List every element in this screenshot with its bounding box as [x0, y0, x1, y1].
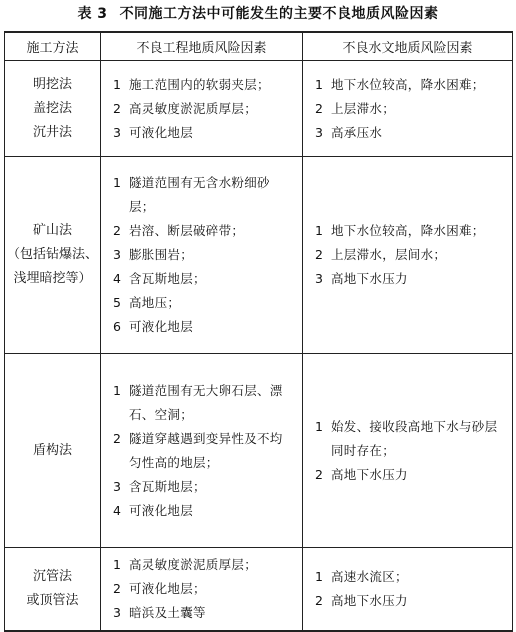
engineering-cell — [101, 157, 303, 354]
item-number: 4 — [113, 502, 121, 518]
hydro-cell — [303, 548, 513, 632]
list-item — [107, 121, 294, 145]
method-cell — [5, 61, 101, 157]
table-number: 表 3 — [77, 6, 108, 22]
method-line: 明挖法 — [32, 76, 72, 92]
item-text: 暗浜及土囊等 — [129, 605, 206, 620]
method-line: 盾构法 — [32, 442, 72, 458]
list-item — [309, 589, 504, 613]
item-number: 1 — [113, 557, 121, 572]
risk-factors-table — [4, 31, 513, 632]
item-text: 高地下水压力 — [331, 593, 408, 608]
item-text: 始发、接收段高地下水与砂层同时存在； — [331, 418, 498, 458]
item-number: 1 — [315, 418, 323, 434]
engineering-cell — [101, 354, 303, 548]
method-cell — [5, 157, 101, 354]
list-item — [107, 315, 294, 339]
list-item — [107, 601, 294, 625]
list-item — [309, 415, 504, 463]
item-text: 隧道穿越遇到变异性及不均匀性高的地层； — [129, 430, 283, 470]
list-item — [107, 577, 294, 601]
item-text: 岩溶、断层破碎带； — [129, 223, 245, 238]
method-line: 沉井法 — [32, 124, 72, 140]
method-line: 矿山法 — [32, 223, 72, 238]
list-item — [309, 121, 504, 145]
method-line: 或顶管法 — [26, 593, 79, 608]
item-text: 高速水流区； — [331, 569, 408, 584]
item-text: 高地下水压力 — [331, 271, 408, 286]
item-text: 高地压； — [129, 295, 181, 310]
item-text: 高灵敏度淤泥质厚层； — [129, 100, 258, 116]
item-number: 2 — [113, 581, 121, 596]
engineering-cell — [101, 61, 303, 157]
item-text: 膨胀围岩； — [129, 247, 194, 262]
list-item — [309, 243, 504, 267]
item-number: 4 — [113, 271, 121, 286]
list-item — [309, 267, 504, 291]
item-text: 可液化地层； — [129, 581, 206, 596]
item-number: 2 — [113, 430, 121, 446]
item-number: 2 — [113, 100, 121, 116]
list-item — [309, 73, 504, 97]
item-text: 地下水位较高，降水困难； — [331, 223, 485, 238]
item-number: 1 — [315, 569, 323, 584]
hydro-cell — [303, 61, 513, 157]
table-title: 不同施工方法中可能发生的主要不良地质风险因素 — [119, 6, 439, 22]
list-item — [107, 73, 294, 97]
item-text: 高地下水压力 — [331, 466, 408, 482]
item-text: 隧道范围有无含水粉细砂层； — [129, 175, 270, 214]
list-item — [309, 219, 504, 243]
item-text: 可液化地层 — [129, 502, 194, 518]
header-row — [5, 32, 513, 61]
table-row — [5, 354, 513, 548]
list-item — [107, 427, 294, 475]
header-hydro: 不良水文地质风险因素 — [303, 32, 513, 61]
list-item — [107, 291, 294, 315]
item-number: 3 — [113, 124, 121, 140]
method-cell — [5, 548, 101, 632]
engineering-cell — [101, 548, 303, 632]
table-caption — [0, 4, 516, 24]
item-text: 含瓦斯地层； — [129, 271, 206, 286]
hydro-cell — [303, 157, 513, 354]
item-number: 3 — [113, 247, 121, 262]
item-number: 1 — [113, 76, 121, 92]
list-item — [107, 219, 294, 243]
list-item — [107, 171, 294, 219]
item-text: 高灵敏度淤泥质厚层； — [129, 557, 258, 572]
item-text: 可液化地层 — [129, 124, 194, 140]
item-number: 3 — [113, 605, 121, 620]
item-number: 2 — [113, 223, 121, 238]
header-engineering: 不良工程地质风险因素 — [101, 32, 303, 61]
item-text: 高承压水 — [331, 124, 383, 140]
list-item — [107, 243, 294, 267]
table-row — [5, 157, 513, 354]
item-text: 可液化地层 — [129, 319, 194, 334]
list-item — [107, 267, 294, 291]
table-row — [5, 548, 513, 632]
list-item — [107, 475, 294, 499]
item-number: 3 — [113, 478, 121, 494]
hydro-cell — [303, 354, 513, 548]
list-item — [107, 499, 294, 523]
item-text: 施工范围内的软弱夹层； — [129, 76, 270, 92]
method-cell — [5, 354, 101, 548]
list-item — [309, 97, 504, 121]
list-item — [107, 553, 294, 577]
list-item — [309, 565, 504, 589]
item-number: 3 — [315, 271, 323, 286]
item-number: 2 — [315, 593, 323, 608]
header-method: 施工方法 — [5, 32, 101, 61]
method-line: 盖挖法 — [32, 100, 72, 116]
table-row — [5, 61, 513, 157]
method-line: 沉管法 — [32, 569, 72, 584]
item-number: 1 — [113, 175, 121, 190]
item-number: 6 — [113, 319, 121, 334]
method-line: 浅埋暗挖等） — [13, 271, 92, 286]
list-item — [107, 97, 294, 121]
item-text: 地下水位较高，降水困难； — [331, 76, 485, 92]
item-text: 上层滞水； — [331, 100, 396, 116]
item-number: 1 — [315, 223, 323, 238]
item-number: 2 — [315, 247, 323, 262]
item-text: 上层滞水，层间水； — [331, 247, 447, 262]
list-item — [309, 463, 504, 487]
item-number: 2 — [315, 466, 323, 482]
list-item — [107, 379, 294, 427]
item-number: 2 — [315, 100, 323, 116]
item-number: 3 — [315, 124, 323, 140]
method-line: （包括钻爆法、 — [6, 247, 98, 262]
item-text: 含瓦斯地层； — [129, 478, 206, 494]
item-number: 1 — [113, 382, 121, 398]
item-number: 5 — [113, 295, 121, 310]
item-number: 1 — [315, 76, 323, 92]
item-text: 隧道范围有无大卵石层、漂石、空洞； — [129, 382, 283, 422]
